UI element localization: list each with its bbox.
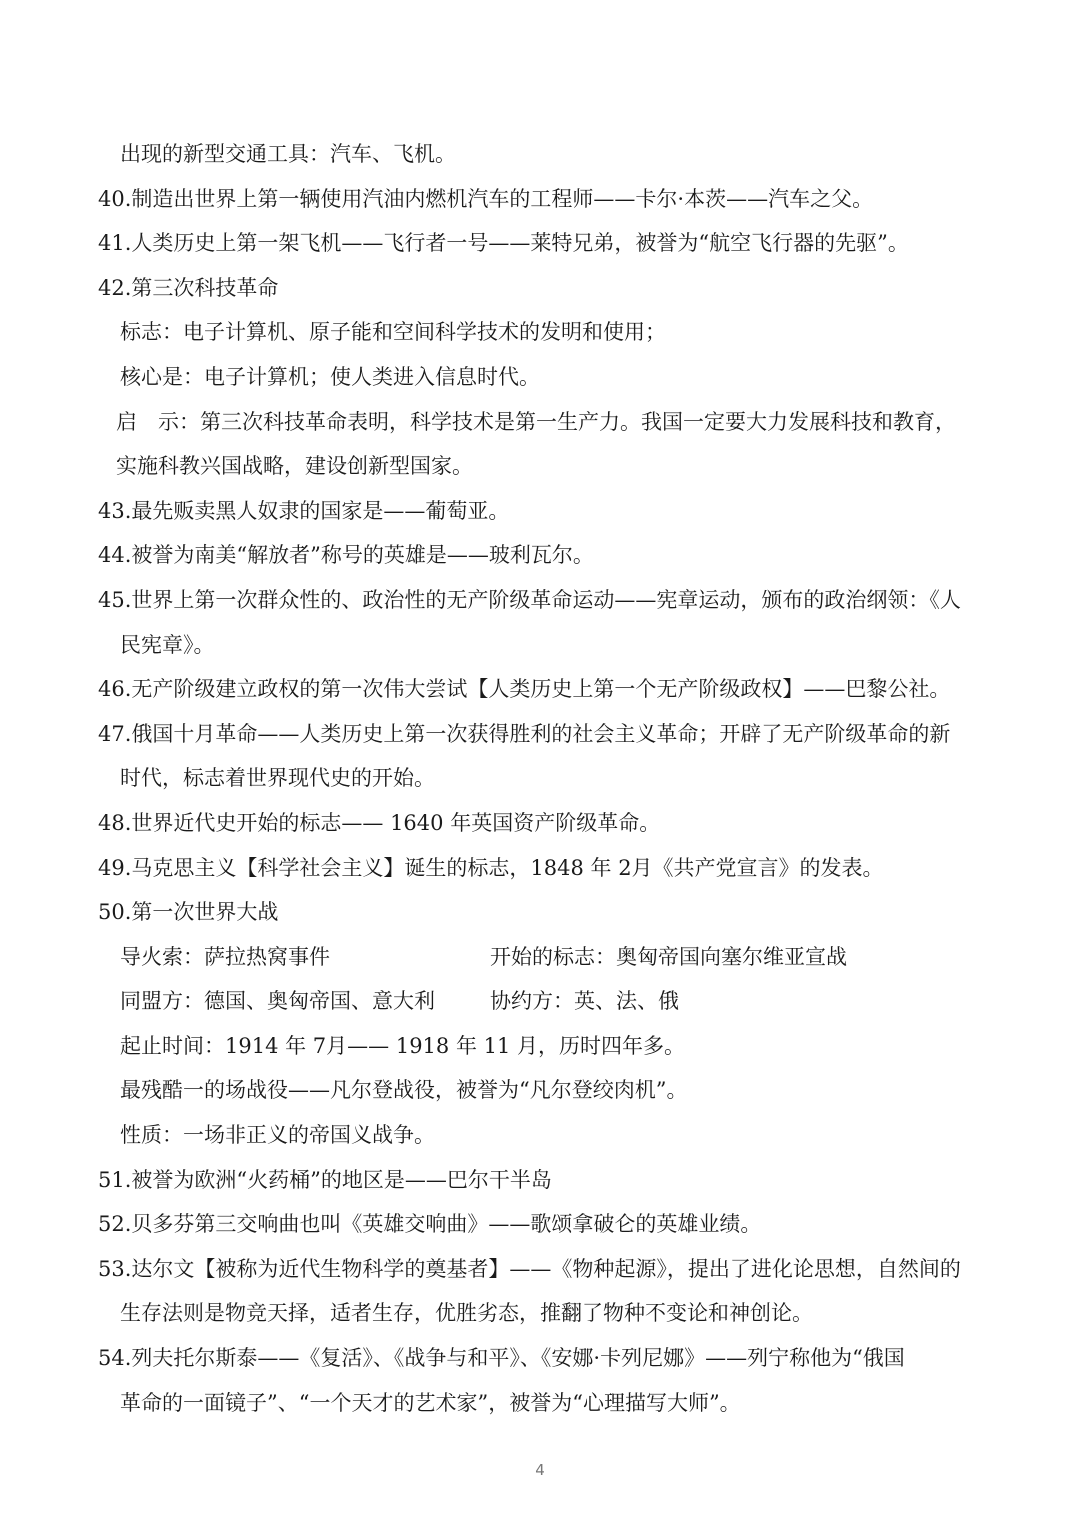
item-42-heading: 42.第三次科技革命 [98,275,279,300]
item-51: 51.被誉为欧洲“火药桶”的地区是——巴尔干半岛 [98,1167,552,1192]
item-48: 48.世界近代史开始的标志—— 1640 年英国资产阶级革命。 [98,810,661,835]
text-line: 起止时间：1914 年 7月—— 1918 年 11 月，历时四年多。 [120,1033,686,1058]
item-44: 44.被誉为南美“解放者”称号的英雄是——玻利瓦尔。 [98,543,594,568]
item-40: 40.制造出世界上第一辆使用汽油内燃机汽车的工程师——卡尔·本茨——汽车之父。 [98,186,874,211]
item-43: 43.最先贩卖黑人奴隶的国家是——葡萄亚。 [98,498,510,523]
item-53: 53.达尔文【被称为近代生物科学的奠基者】——《物种起源》，提出了进化论思想，自然间的 [98,1256,961,1281]
item-47: 47.俄国十月革命——人类历史上第一次获得胜利的社会主义革命；开辟了无产阶级革命的新 [98,721,951,746]
item-45: 45.世界上第一次群众性的、政治性的无产阶级革命运动——宪章运动，颁布的政治纲领：《人 [98,587,961,612]
text-line: 启 示：第三次科技革命表明，科学技术是第一生产力。我国一定要大力发展科技和教育， [116,409,956,434]
text-line: 最残酷一的场战役——凡尔登战役，被誉为“凡尔登绞肉机”。 [120,1078,688,1103]
text-cell: 导火索：萨拉热窝事件 [120,944,330,969]
text-line: 革命的一面镜子”、“一个天才的艺术家”，被誉为“心理描写大师”。 [120,1390,741,1415]
text-line: 标志：电子计算机、原子能和空间科学技术的发明和使用； [120,320,666,345]
text-cell: 同盟方：德国、奥匈帝国、意大利 [120,989,435,1014]
two-column-row [98,935,1000,980]
item-50-heading: 50.第一次世界大战 [98,900,279,925]
item-49: 49.马克思主义【科学社会主义】诞生的标志，1848 年 2月《共产党宣言》的发表。 [98,855,884,880]
text-line: 出现的新型交通工具：汽车、飞机。 [120,142,456,166]
two-column-row [98,979,1000,1024]
text-line: 民宪章》。 [120,632,215,657]
item-52: 52.贝多芬第三交响曲也叫《英雄交响曲》——歌颂拿破仑的英雄业绩。 [98,1212,762,1237]
item-41: 41.人类历史上第一架飞机——飞行者一号——莱特兄弟，被誉为“航空飞行器的先驱”。 [98,231,909,256]
item-46: 46.无产阶级建立政权的第一次伟大尝试【人类历史上第一个无产阶级政权】——巴黎公社。 [98,677,951,702]
text-line: 时代，标志着世界现代史的开始。 [120,766,435,791]
text-line: 实施科教兴国战略，建设创新型国家。 [116,454,473,479]
page-number: 4 [535,1461,545,1479]
text-cell: 开始的标志：奥匈帝国向塞尔维亚宣战 [490,944,847,969]
text-cell: 协约方：英、法、俄 [490,989,679,1014]
text-line: 生存法则是物竞天择，适者生存，优胜劣态，推翻了物种不变论和神创论。 [120,1301,813,1326]
text-line: 核心是：电子计算机；使人类进入信息时代。 [120,364,540,389]
item-54: 54.列夫托尔斯泰——《复活》、《战争与和平》、《安娜·卡列尼娜》——列宁称他为“俄国 [98,1346,905,1371]
text-line: 性质：一场非正义的帝国义战争。 [120,1123,435,1148]
